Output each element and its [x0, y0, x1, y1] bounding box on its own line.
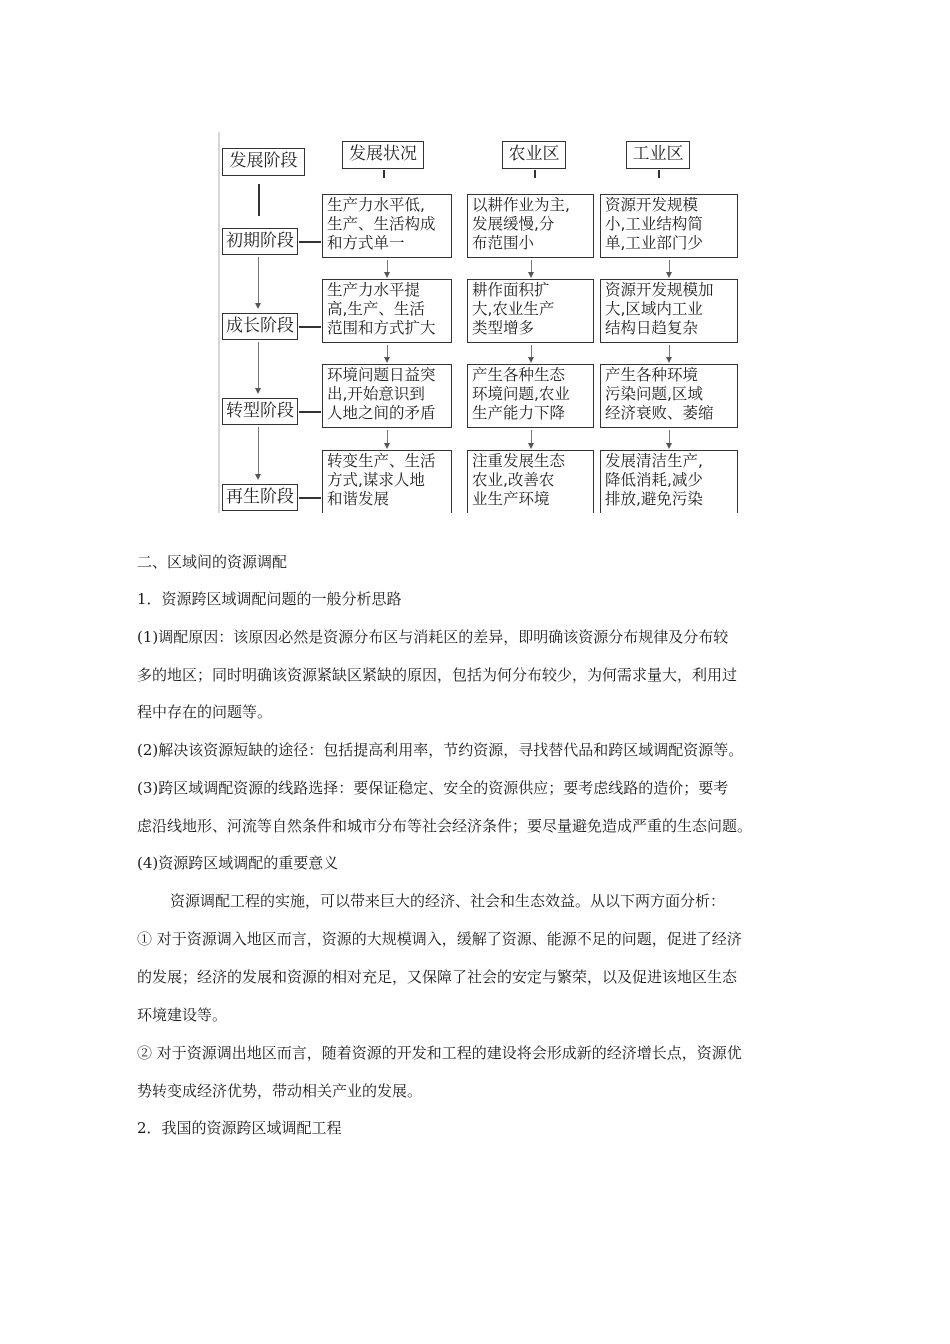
paragraph-line: 势转变成经济优势，带动相关产业的发展。: [137, 1082, 423, 1100]
connector: [658, 170, 660, 178]
arrow-down-icon: [384, 443, 390, 449]
header-industry: 工业区: [626, 141, 690, 169]
item-heading-1: 1．资源跨区域调配问题的一般分析思路: [137, 590, 402, 608]
paragraph-line: (1)调配原因：该原因必然是资源分布区与消耗区的差异，即明确该资源分布规律及分布较: [137, 628, 729, 646]
arrow-down-icon: [528, 272, 534, 278]
box-text-line: 排放,避免污染: [605, 490, 703, 508]
box-text-line: 污染问题,区域: [605, 385, 703, 403]
box-text-line: 注重发展生态: [472, 452, 566, 470]
section-heading: 二、区域间的资源调配: [137, 553, 288, 571]
box-text-line: 单,工业部门少: [605, 234, 703, 252]
arrow-down-icon: [666, 443, 672, 449]
connector: [669, 260, 670, 272]
box-text-line: 生产力水平提: [327, 281, 421, 299]
stage-box: 转型阶段: [222, 398, 298, 425]
box-text-line: 和方式单一: [327, 234, 405, 252]
arrow-down-icon: [666, 357, 672, 363]
header-status: 发展状况: [342, 141, 424, 169]
paragraph-line: 虑沿线地形、河流等自然条件和城市分布等社会经济条件；要尽量避免造成严重的生态问题。: [137, 817, 753, 835]
paragraph-line: ② 对于资源调出地区而言，随着资源的开发和工程的建设将会形成新的经济增长点，资源优: [137, 1044, 742, 1062]
arrow-down-icon: [384, 272, 390, 278]
box-text-line: 资源开发规模加: [605, 281, 714, 299]
connector: [299, 241, 321, 243]
connector: [258, 257, 259, 304]
agriculture-box: [467, 194, 594, 258]
box-text-line: 发展缓慢,分: [472, 215, 555, 233]
box-text-line: 出,开始意识到: [327, 385, 425, 403]
industry-box: [600, 194, 738, 258]
connector: [531, 430, 532, 443]
connector: [258, 342, 259, 389]
box-text-line: 资源开发规模: [605, 196, 699, 214]
paragraph-line: 多的地区；同时明确该资源紧缺区紧缺的原因，包括为何分布较少，为何需求量大，利用过: [137, 666, 738, 684]
connector: [531, 260, 532, 272]
paragraph-line: 环境建设等。: [137, 1006, 228, 1024]
arrow-down-icon: [528, 443, 534, 449]
left-border-line: [218, 132, 220, 513]
box-text-line: 类型增多: [472, 319, 535, 337]
box-text-line: 产生各种环境: [605, 366, 699, 384]
box-text-line: 和谐发展: [327, 490, 390, 508]
paragraph-line: (2)解决该资源短缺的途径：包括提高利用率，节约资源，寻找替代品和跨区域调配资源等。: [137, 741, 744, 759]
box-text-line: 生产力水平低,: [327, 196, 425, 214]
connector: [531, 345, 532, 357]
connector: [387, 345, 388, 357]
box-text-line: 范围和方式扩大: [327, 319, 436, 337]
paragraph-line: (3)跨区域调配资源的线路选择：要保证稳定、安全的资源供应；要考虑线路的造价；要考: [137, 779, 729, 797]
box-text-line: 大,区域内工业: [605, 300, 703, 318]
connector: [669, 430, 670, 443]
industry-box: [600, 364, 738, 428]
paragraph-line: ① 对于资源调入地区而言，资源的大规模调入，缓解了资源、能源不足的问题，促进了经济: [137, 930, 742, 948]
arrow-down-icon: [384, 357, 390, 363]
connector: [258, 427, 259, 475]
box-text-line: 业生产环境: [472, 490, 550, 508]
connector: [299, 411, 321, 413]
paragraph-line: 程中存在的问题等。: [137, 703, 273, 721]
box-text-line: 高,生产、生活: [327, 300, 425, 318]
box-text-line: 环境问题日益突: [327, 366, 436, 384]
box-text-line: 发展清洁生产,: [605, 452, 703, 470]
development-stage-flowchart: [212, 132, 742, 513]
box-text-line: 降低消耗,减少: [605, 471, 703, 489]
box-text-line: 以耕作业为主,: [472, 196, 570, 214]
connector: [299, 497, 321, 499]
box-text-line: 生产能力下降: [472, 404, 566, 422]
box-text-line: 转变生产、生活: [327, 452, 436, 470]
connector: [534, 170, 536, 178]
paragraph-line: 的发展；经济的发展和资源的相对充足，又保障了社会的安定与繁荣，以及促进该地区生态: [137, 968, 738, 986]
agriculture-box: [467, 279, 594, 343]
connector: [383, 170, 385, 178]
paragraph-line: (4)资源跨区域调配的重要意义: [137, 854, 339, 872]
arrow-down-icon: [255, 474, 261, 480]
arrow-down-icon: [528, 357, 534, 363]
arrow-down-icon: [255, 388, 261, 394]
box-text-line: 结构日趋复杂: [605, 319, 699, 337]
paragraph-line: 资源调配工程的实施，可以带来巨大的经济、社会和生态效益。从以下两方面分析：: [170, 892, 726, 910]
box-text-line: 大,农业生产: [472, 300, 555, 318]
box-text-line: 产生各种生态: [472, 366, 566, 384]
industry-box: [600, 450, 738, 513]
stage-box: 初期阶段: [222, 228, 298, 255]
item-heading-2: 2．我国的资源跨区域调配工程: [137, 1119, 342, 1137]
stage-box: 再生阶段: [222, 484, 298, 511]
industry-box: [600, 279, 738, 343]
status-box: [322, 279, 452, 343]
connector: [669, 345, 670, 357]
box-text-line: 布范围小: [472, 234, 535, 252]
header-agriculture: 农业区: [502, 141, 566, 169]
box-text-line: 环境问题,农业: [472, 385, 570, 403]
connector: [258, 184, 260, 216]
arrow-down-icon: [666, 272, 672, 278]
connector: [387, 260, 388, 272]
box-text-line: 农业,改善农: [472, 471, 555, 489]
box-text-line: 小,工业结构简: [605, 215, 703, 233]
status-box: [322, 364, 452, 428]
arrow-down-icon: [255, 303, 261, 309]
box-text-line: 生产、生活构成: [327, 215, 436, 233]
connector: [387, 430, 388, 443]
agriculture-box: [467, 364, 594, 428]
box-text-line: 人地之间的矛盾: [327, 404, 436, 422]
agriculture-box: [467, 450, 594, 513]
status-box: [322, 194, 452, 258]
box-text-line: 耕作面积扩: [472, 281, 550, 299]
box-text-line: 经济衰败、萎缩: [605, 404, 714, 422]
box-text-line: 方式,谋求人地: [327, 471, 425, 489]
connector: [299, 326, 321, 328]
stage-box: 成长阶段: [222, 313, 298, 340]
header-stage: 发展阶段: [222, 148, 305, 176]
status-box: [322, 450, 452, 513]
